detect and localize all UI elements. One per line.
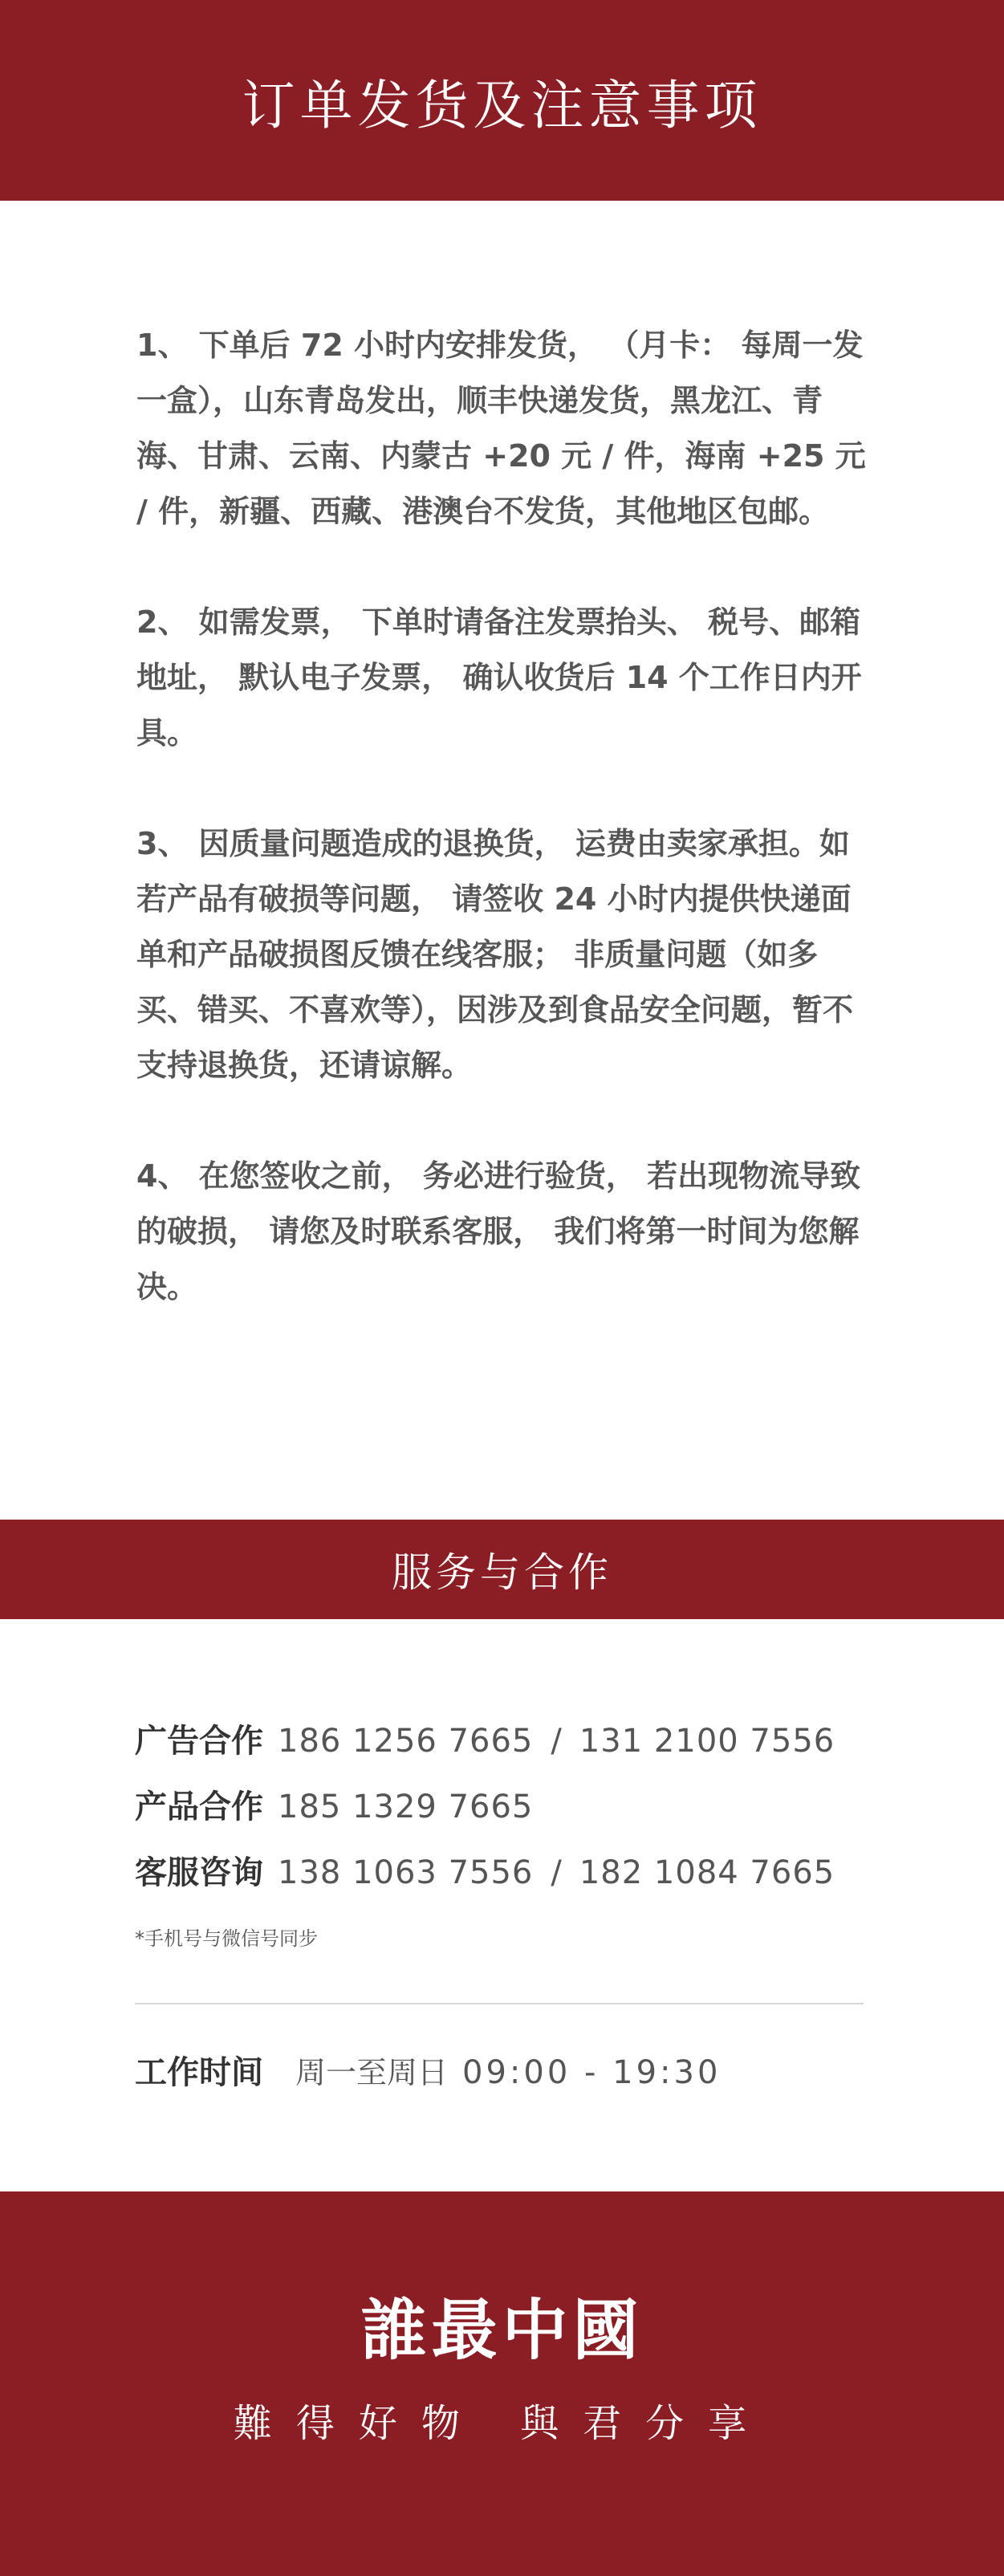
- hours-time: 09:00 - 19:30: [462, 2054, 721, 2091]
- contact-separator: /: [551, 1723, 562, 1760]
- wechat-sync-note: *手机号与微信号同步: [135, 1927, 318, 1950]
- footer-banner: [0, 2191, 1004, 2576]
- notice-item-shipping: 1、 下单后 72 小时内安排发货， （月卡： 每周一发一盒），山东青岛发出，顺丰快递发货，黑龙江、青海、甘肃、云南、内蒙古 +20 元 / 件，海南 +25 元 / 件，新疆、西藏、港澳台不发货，其他地区包邮。: [136, 328, 866, 529]
- section-divider: [135, 2003, 864, 2004]
- brand-slogan: 難得好物 與君分享: [233, 2401, 771, 2446]
- hours-days: 周一至周日: [295, 2055, 449, 2090]
- contact-label: 客服咨询: [135, 1854, 263, 1891]
- contact-phone: 138 1063 7556: [278, 1854, 534, 1891]
- contact-row-customer-service: [135, 1847, 873, 1913]
- notice-item-returns: 3、 因质量问题造成的退换货， 运费由卖家承担。如若产品有破损等问题， 请签收 24 小时内提供快递面单和产品破损图反馈在线客服； 非质量问题（如多买、错买、不喜欢等），因涉及到食品安全问题，暂不支持退换货，还请谅解。: [136, 826, 854, 1083]
- page-title: 订单发货及注意事项: [242, 74, 762, 136]
- contact-list: [135, 1715, 873, 1951]
- hours-label: 工作时间: [135, 2054, 263, 2091]
- notice-item-inspection: 4、 在您签收之前， 务必进行验货， 若出现物流导致的破损， 请您及时联系客服， 我们将第一时间为您解决。: [136, 1158, 861, 1304]
- contact-separator: /: [551, 1854, 562, 1891]
- contact-phone: 186 1256 7665: [278, 1723, 534, 1760]
- contact-label: 广告合作: [135, 1723, 263, 1760]
- notice-item-invoice: 2、 如需发票， 下单时请备注发票抬头、 税号、邮箱地址， 默认电子发票， 确认收货后 14 个工作日内开具。: [136, 604, 862, 751]
- contact-phone: 131 2100 7556: [579, 1723, 835, 1760]
- contact-row-product: [135, 1781, 873, 1847]
- contact-label: 产品合作: [135, 1789, 263, 1825]
- contact-phone: 182 1084 7665: [579, 1854, 835, 1891]
- shipping-notice-list: [136, 318, 868, 1370]
- service-section-banner: [0, 1520, 1004, 1619]
- service-section-title: 服务与合作: [392, 1549, 612, 1596]
- working-hours: [135, 2047, 721, 2093]
- contact-row-advertising: [135, 1715, 873, 1781]
- contact-phone: 185 1329 7665: [278, 1789, 534, 1825]
- brand-logo: 誰最中國: [360, 2292, 644, 2369]
- header-banner: [0, 0, 1004, 201]
